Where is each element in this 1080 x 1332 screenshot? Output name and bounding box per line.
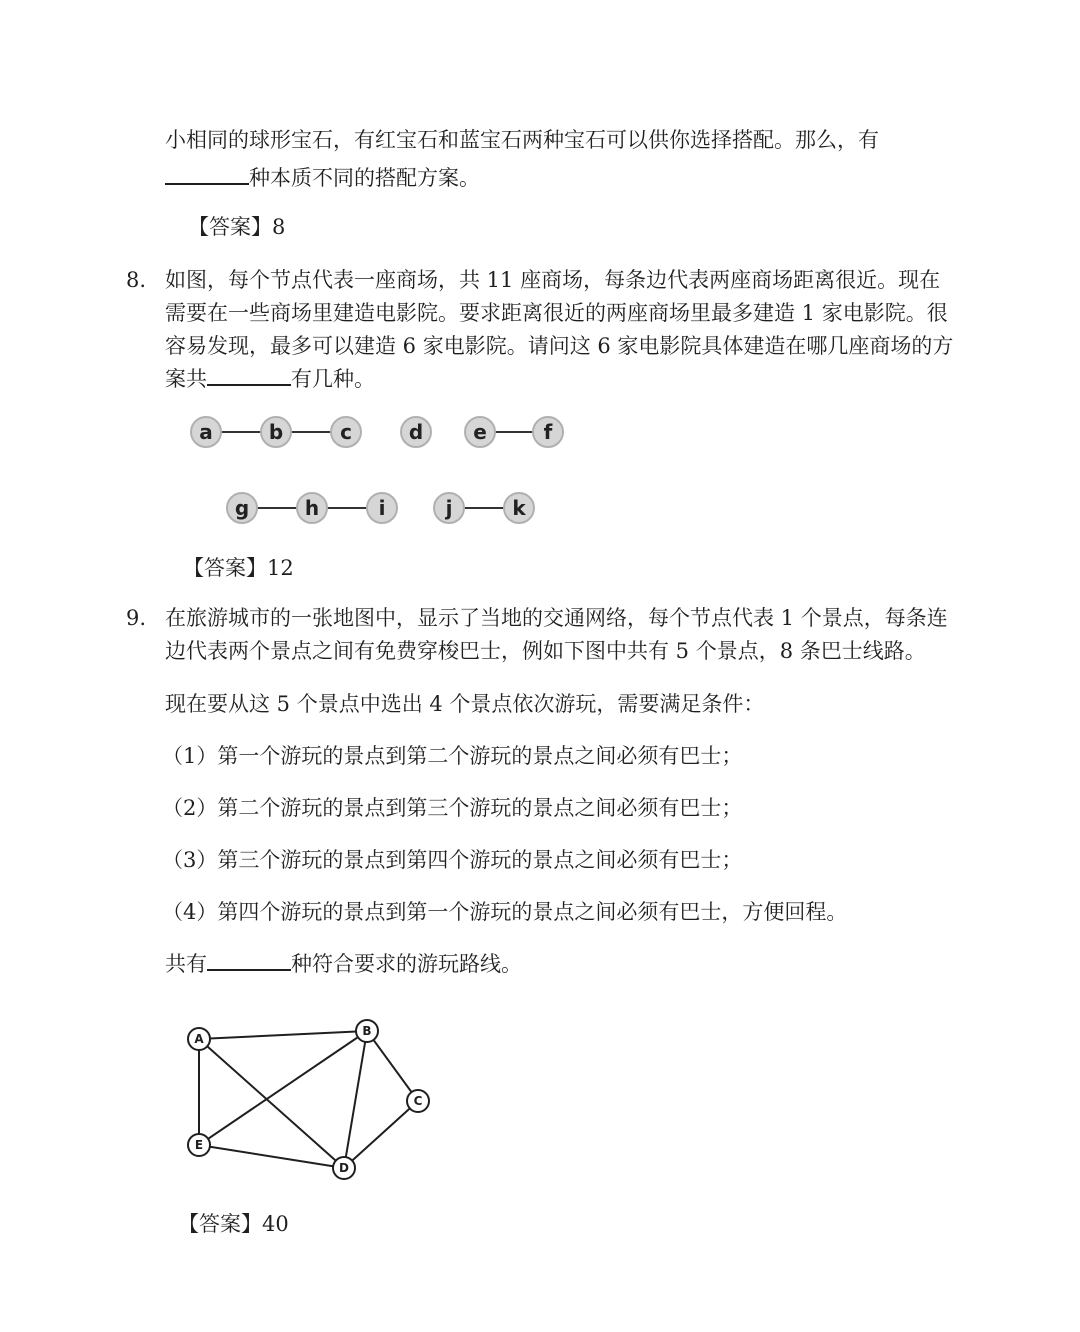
node-label-d: d	[408, 420, 424, 444]
edge-A-B	[199, 1031, 367, 1039]
q9-number: 9.	[126, 606, 147, 630]
node-label-j: j	[445, 496, 453, 520]
answer-blank	[165, 162, 249, 185]
q8-number: 8.	[126, 268, 147, 292]
edge-B-C	[367, 1031, 418, 1101]
mall-graph	[170, 405, 590, 535]
q7-line-2: 种本质不同的搭配方案。	[165, 162, 965, 195]
q7-answer: 【答案】8	[188, 215, 286, 239]
q8-line-4: 案共 有几种。	[165, 363, 965, 396]
answer-blank	[207, 948, 291, 971]
bus-network-graph	[180, 1015, 440, 1190]
q9-line-2: 边代表两个景点之间有免费穿梭巴士，例如下图中共有 5 个景点，8 条巴士线路。	[165, 639, 926, 663]
edge-B-E	[199, 1031, 367, 1145]
q9-answer: 【答案】40	[178, 1212, 289, 1236]
node-label-D: D	[339, 1161, 349, 1175]
node-label-e: e	[473, 420, 487, 444]
q7-line-1: 小相同的球形宝石，有红宝石和蓝宝石两种宝石可以供你选择搭配。那么，有	[165, 128, 879, 152]
q9-condition-2: （2）第二个游玩的景点到第三个游玩的景点之间必须有巴士；	[162, 796, 743, 820]
q9-condition-1: （1）第一个游玩的景点到第二个游玩的景点之间必须有巴士；	[162, 744, 743, 768]
q9-intro: 现在要从这 5 个景点中选出 4 个景点依次游玩，需要满足条件：	[165, 692, 765, 716]
node-label-a: a	[199, 420, 213, 444]
answer-blank	[207, 363, 291, 386]
node-label-g: g	[234, 496, 250, 520]
node-label-k: k	[512, 496, 526, 520]
q9-final-line: 共有 种符合要求的游玩路线。	[165, 948, 965, 981]
q7-text	[165, 124, 965, 195]
node-label-A: A	[194, 1032, 204, 1046]
q8-line-3: 容易发现，最多可以建造 6 家电影院。请问这 6 家电影院具体建造在哪几座商场的方	[165, 334, 954, 358]
node-label-h: h	[304, 496, 320, 520]
node-label-b: b	[268, 420, 284, 444]
q8-line-2: 需要在一些商场里建造电影院。要求距离很近的两座商场里最多建造 1 家电影院。很	[165, 301, 948, 325]
q9-condition-3: （3）第三个游玩的景点到第四个游玩的景点之间必须有巴士；	[162, 848, 743, 872]
edge-C-D	[344, 1101, 418, 1168]
node-label-i: i	[378, 496, 386, 520]
q8-line-1: 如图，每个节点代表一座商场，共 11 座商场，每条边代表两座商场距离很近。现在	[165, 268, 941, 292]
node-label-E: E	[194, 1138, 204, 1152]
q8-text	[165, 264, 965, 396]
node-label-C: C	[413, 1094, 423, 1108]
q9-line-1: 在旅游城市的一张地图中，显示了当地的交通网络，每个节点代表 1 个景点，每条连	[165, 606, 948, 630]
q9-text	[165, 602, 965, 668]
edge-B-D	[344, 1031, 367, 1168]
q9-condition-4: （4）第四个游玩的景点到第一个游玩的景点之间必须有巴士，方便回程。	[162, 900, 848, 924]
q8-answer: 【答案】12	[183, 556, 294, 580]
node-label-c: c	[340, 420, 352, 444]
node-label-f: f	[543, 420, 553, 444]
node-label-B: B	[362, 1024, 372, 1038]
